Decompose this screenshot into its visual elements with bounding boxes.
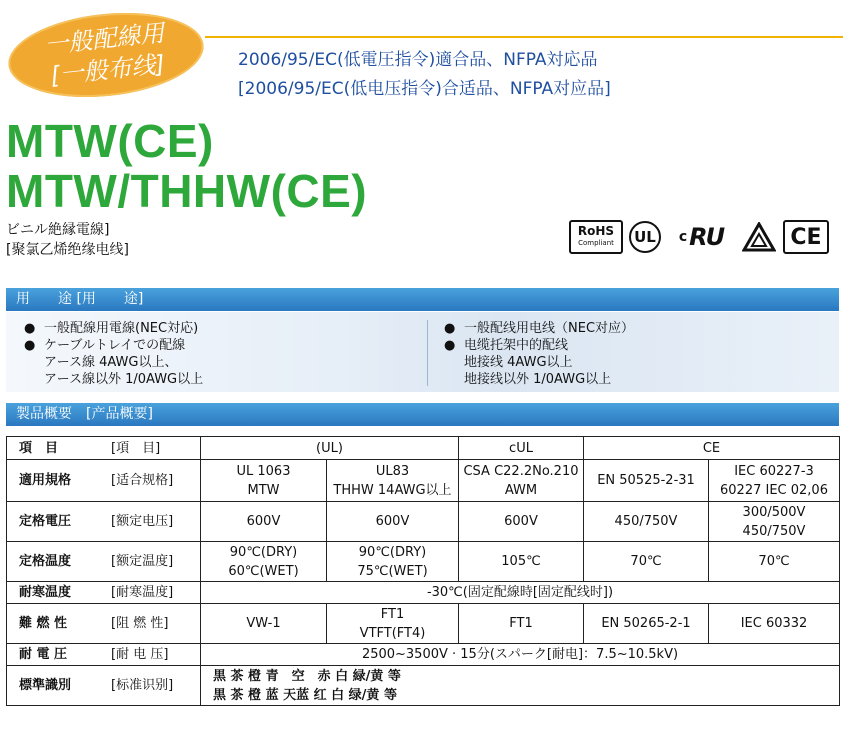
spec-label-ja: 適用規格	[19, 473, 72, 488]
usage-ja-item-1-text: 一般配線用電線(NEC対応)	[44, 321, 199, 336]
spec-cell: 600V	[327, 502, 459, 542]
spec-row-label	[7, 502, 201, 542]
spec-cell: 90℃(DRY) 75℃(WET)	[327, 542, 459, 582]
usage-zh-item-1-text: 一般配线用电线（NEC对应）	[464, 321, 635, 336]
product-name-1: MTW(CE)	[6, 115, 214, 167]
cru-logo-icon	[667, 220, 735, 254]
spec-cell: IEC 60332	[709, 604, 840, 644]
ce-mark-text: CE	[790, 224, 822, 250]
spec-row-label	[7, 542, 201, 582]
compliance-ja: 2006/95/EC(低電圧指令)適合品、NFPA対応品	[238, 50, 598, 70]
spec-span-cell: -30℃(固定配線時[固定配线时])	[201, 582, 840, 604]
section-usage-header: 用 途 [用 途]	[6, 288, 839, 311]
rohs-logo-subtext: Compliant	[578, 239, 614, 247]
spec-row	[7, 604, 840, 644]
spec-cell: FT1	[459, 604, 584, 644]
ul-logo-icon	[629, 221, 661, 253]
spec-row-label	[7, 460, 201, 502]
certification-logos	[569, 220, 829, 254]
warning-triangle-icon	[741, 220, 777, 254]
spec-cell: IEC 60227-3 60227 IEC 02,06	[709, 460, 840, 502]
usage-zh-item-2-text: 电缆托架中的配线 地接线 4AWG以上 地接线以外 1/0AWG以上	[464, 338, 612, 387]
header-item-ja: 項 目	[19, 440, 59, 456]
spec-row-label	[7, 582, 201, 604]
spec-label-zh: [阻 燃 性]	[111, 616, 169, 631]
spec-label-ja: 標準識別	[19, 678, 72, 693]
spec-row	[7, 644, 840, 666]
product-name	[6, 116, 367, 216]
rohs-logo-icon	[569, 220, 623, 254]
spec-cell: 105℃	[459, 542, 584, 582]
spec-label-ja: 定格温度	[19, 554, 72, 569]
spec-label-zh: [标准识别]	[111, 678, 174, 693]
spec-body	[7, 460, 840, 706]
subtitle-ja: ビニル絶縁電線]	[6, 222, 110, 238]
ul-logo-text: UL	[634, 228, 656, 246]
spec-header-row	[7, 437, 840, 460]
spec-label-zh: [耐 电 压]	[111, 647, 169, 662]
spec-label-ja: 耐 電 圧	[19, 647, 68, 662]
spec-label-zh: [额定电压]	[111, 514, 174, 529]
usage-zh-item-2	[444, 337, 634, 388]
spec-cell: 600V	[459, 502, 584, 542]
header-ul: (UL)	[201, 437, 459, 460]
spec-row	[7, 460, 840, 502]
bullet-icon: ●	[444, 321, 456, 336]
ce-mark-icon	[783, 220, 829, 254]
spec-label-zh: [额定温度]	[111, 554, 174, 569]
badge-line-2: [一般布线]	[49, 49, 167, 90]
header-item-zh: [項 目]	[111, 440, 161, 456]
usage-ja	[24, 320, 203, 388]
bullet-icon: ●	[24, 338, 36, 353]
spec-table	[6, 436, 840, 706]
spec-cell: 450/750V	[584, 502, 709, 542]
spec-row	[7, 582, 840, 604]
compliance-zh: [2006/95/EC(低电压指令)合适品、NFPA对应品]	[238, 79, 611, 99]
spec-row-label	[7, 644, 201, 666]
header-item-cell	[7, 437, 201, 460]
cru-ru-text: RU	[689, 223, 724, 251]
spec-cell: VW-1	[201, 604, 327, 644]
spec-cell: 90℃(DRY) 60℃(WET)	[201, 542, 327, 582]
product-subtitle	[6, 220, 129, 260]
usage-panel	[6, 312, 839, 392]
spec-label-zh: [耐寒温度]	[111, 585, 174, 600]
spec-label-ja: 耐寒温度	[19, 585, 72, 600]
section-overview-header: 製品概要 [产品概要]	[6, 403, 839, 426]
spec-cell: 300/500V 450/750V	[709, 502, 840, 542]
usage-zh	[444, 320, 634, 388]
spec-cell: EN 50265-2-1	[584, 604, 709, 644]
spec-cell: UL83 THHW 14AWG以上	[327, 460, 459, 502]
usage-zh-item-1	[444, 320, 634, 337]
spec-span-cell: 黒 茶 橙 青 空 赤 白 緑/黄 等 黒 茶 橙 蓝 天蓝 红 白 绿/黄 等	[201, 666, 840, 706]
subtitle-zh: [聚氯乙烯绝缘电线]	[6, 242, 129, 258]
spec-cell: EN 50525-2-31	[584, 460, 709, 502]
usage-ja-item-2-text: ケーブルトレイでの配線 アース線 4AWG以上、 アース線以外 1/0AWG以上	[44, 338, 204, 387]
bullet-icon: ●	[24, 321, 36, 336]
spec-label-zh: [适合规格]	[111, 473, 174, 488]
cru-c-text: c	[678, 229, 688, 245]
bullet-icon: ●	[444, 338, 456, 353]
spec-row	[7, 502, 840, 542]
spec-cell: 70℃	[584, 542, 709, 582]
header-ce: CE	[584, 437, 840, 460]
spec-label-ja: 難 燃 性	[19, 616, 68, 631]
spec-span-cell: 2500~3500V · 15分(スパーク[耐电]：7.5~10.5kV)	[201, 644, 840, 666]
header-cul: cUL	[459, 437, 584, 460]
spec-label-ja: 定格電圧	[19, 514, 72, 529]
usage-divider	[427, 320, 428, 386]
usage-ja-item-1	[24, 320, 203, 337]
spec-row	[7, 542, 840, 582]
spec-cell: CSA C22.2No.210 AWM	[459, 460, 584, 502]
spec-row-label	[7, 604, 201, 644]
rohs-logo-text: RoHS	[577, 224, 615, 238]
product-name-2: MTW/THHW(CE)	[6, 165, 368, 217]
spec-cell: 70℃	[709, 542, 840, 582]
top-rule	[205, 36, 843, 38]
spec-row-label	[7, 666, 201, 706]
spec-row	[7, 666, 840, 706]
spec-cell: UL 1063 MTW	[201, 460, 327, 502]
compliance-text	[238, 46, 611, 104]
spec-cell: 600V	[201, 502, 327, 542]
usage-ja-item-2	[24, 337, 203, 388]
usage-badge-text	[4, 4, 207, 106]
badge-line-1: 一般配線用	[43, 18, 166, 60]
spec-cell: FT1 VTFT(FT4)	[327, 604, 459, 644]
